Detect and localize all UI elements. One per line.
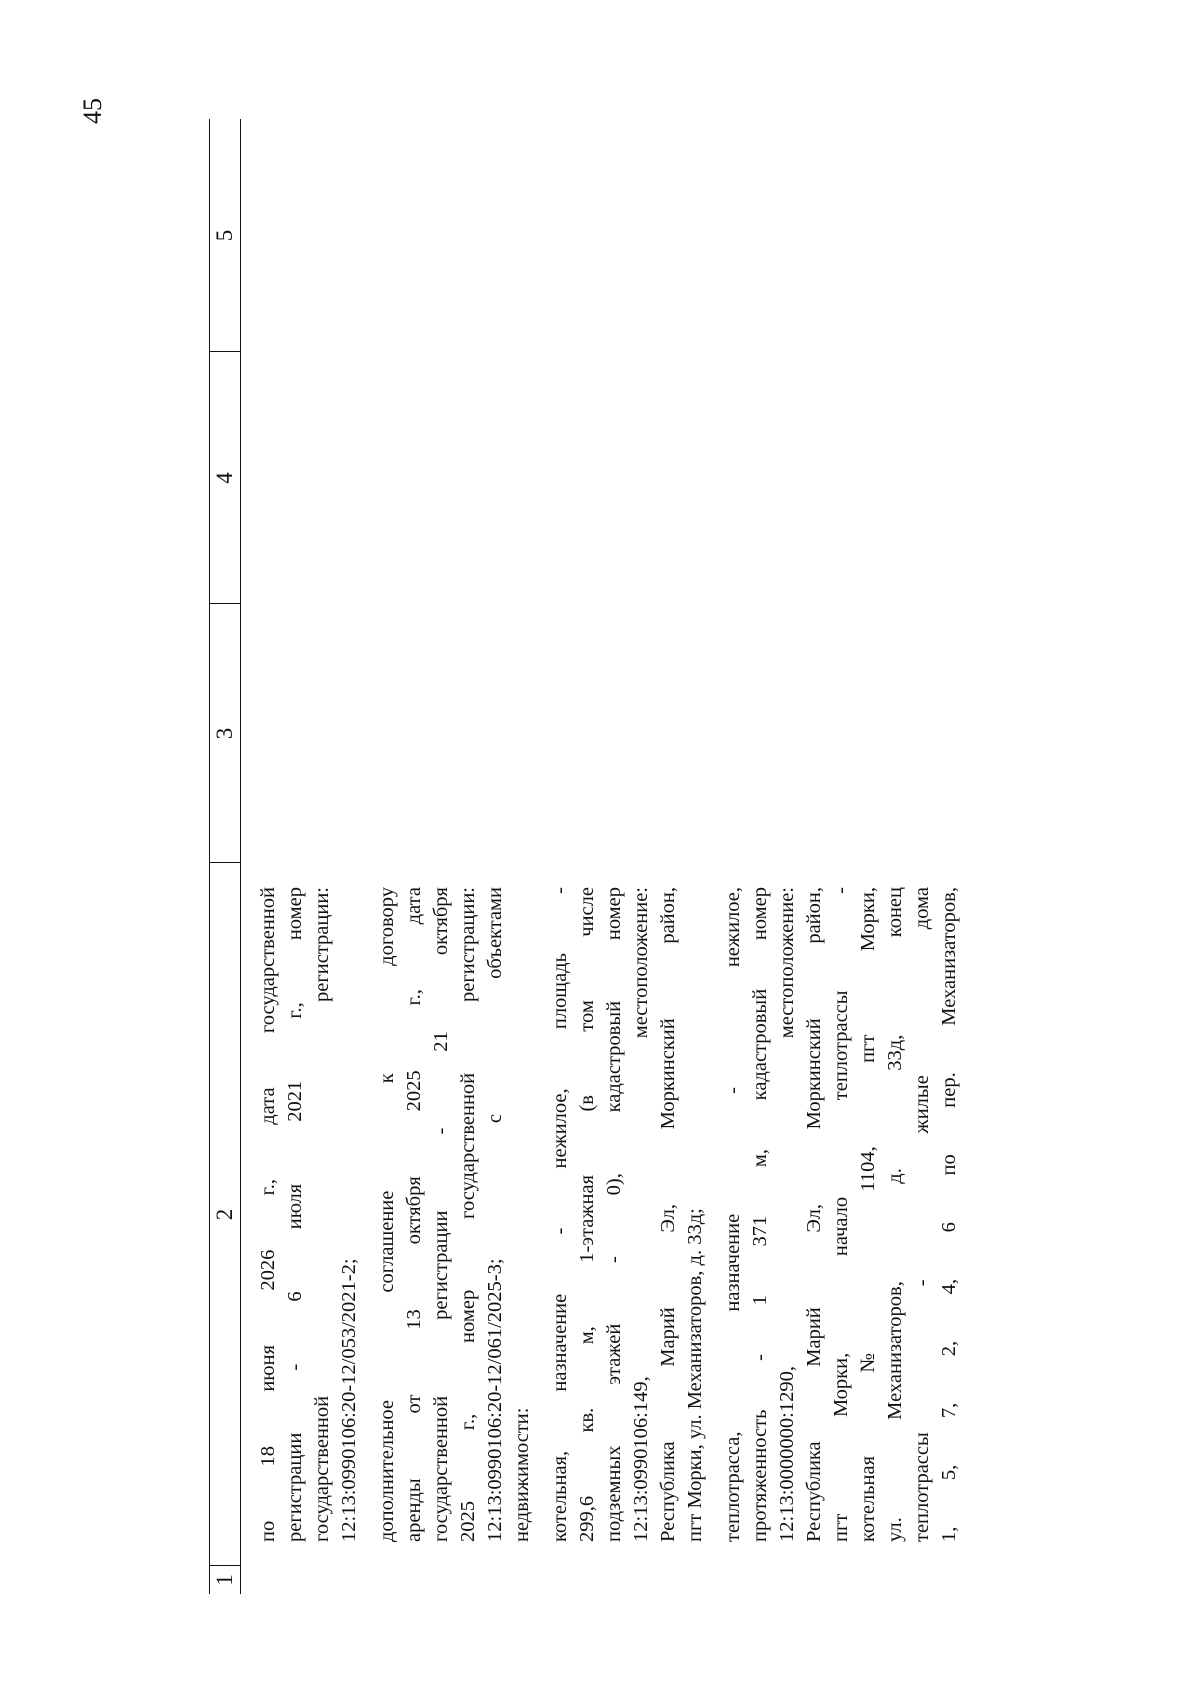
page-number: 45 (78, 98, 107, 124)
text-line: пгт Морки, ул. Механизаторов, д. 33д; (684, 1208, 706, 1542)
column-header-5: 5 (212, 229, 237, 242)
heating-main-paragraph (720, 887, 963, 1542)
column-header-3: 3 (212, 727, 237, 740)
text-line: 12:13:0990106:20-12/053/2021-2; (338, 1258, 360, 1542)
text-line: ул. Механизаторов, д. 33д, конец (884, 887, 906, 1542)
text-line: аренды от 13 октября 2025 г., дата (403, 887, 425, 1542)
text-line: Республика Марий Эл, Моркинский район, (803, 887, 825, 1542)
text-line: государственной регистрации - 21 октября (430, 887, 452, 1542)
property-table (209, 119, 1031, 1594)
text-line: по 18 июня 2026 г., дата государственной (257, 887, 279, 1542)
text-line: теплотрассы - жилые дома (911, 887, 933, 1542)
header-bottom-border (240, 119, 241, 1594)
supplementary-agreement-paragraph (374, 887, 536, 1542)
text-line: 299,6 кв. м, 1-этажная (в том числе (576, 887, 598, 1542)
text-line: дополнительное соглашение к договору (376, 887, 398, 1542)
column-header-4: 4 (212, 472, 237, 484)
text-line: государственной регистрации: (311, 887, 333, 1542)
text-line: 1, 5, 7, 2, 4, 6 по пер. Механизаторов, (938, 887, 960, 1542)
boiler-house-paragraph (547, 887, 709, 1542)
column-header-1: 1 (212, 1574, 237, 1586)
text-line: 12:13:0000000:1290, местоположение: (776, 887, 798, 1542)
text-line: 2025 г., номер государственной регистрации: (457, 887, 479, 1542)
text-line: регистрации - 6 июля 2021 г., номер (284, 887, 306, 1542)
text-line: недвижимости: (511, 1407, 533, 1542)
text-line: котельная, назначение - нежилое, площадь - (549, 887, 571, 1542)
text-line: пгт Морки, начало теплотрассы - (830, 887, 852, 1542)
column-2-content (255, 887, 974, 1542)
text-line: 12:13:0990106:20-12/061/2025-3; с объектами (484, 887, 506, 1542)
text-line: протяженность - 1 371 м, кадастровый номер (749, 887, 771, 1542)
text-line: котельная № 1104, пгт Морки, (857, 887, 879, 1542)
lease-term-paragraph (255, 887, 363, 1542)
text-line: Республика Марий Эл, Моркинский район, (657, 887, 679, 1542)
column-header-2: 2 (212, 1208, 237, 1221)
text-line: подземных этажей - 0), кадастровый номер (603, 887, 625, 1542)
text-line: 12:13:0990106:149, местоположение: (630, 887, 652, 1542)
text-line: теплотрасса, назначение - нежилое, (722, 887, 744, 1542)
